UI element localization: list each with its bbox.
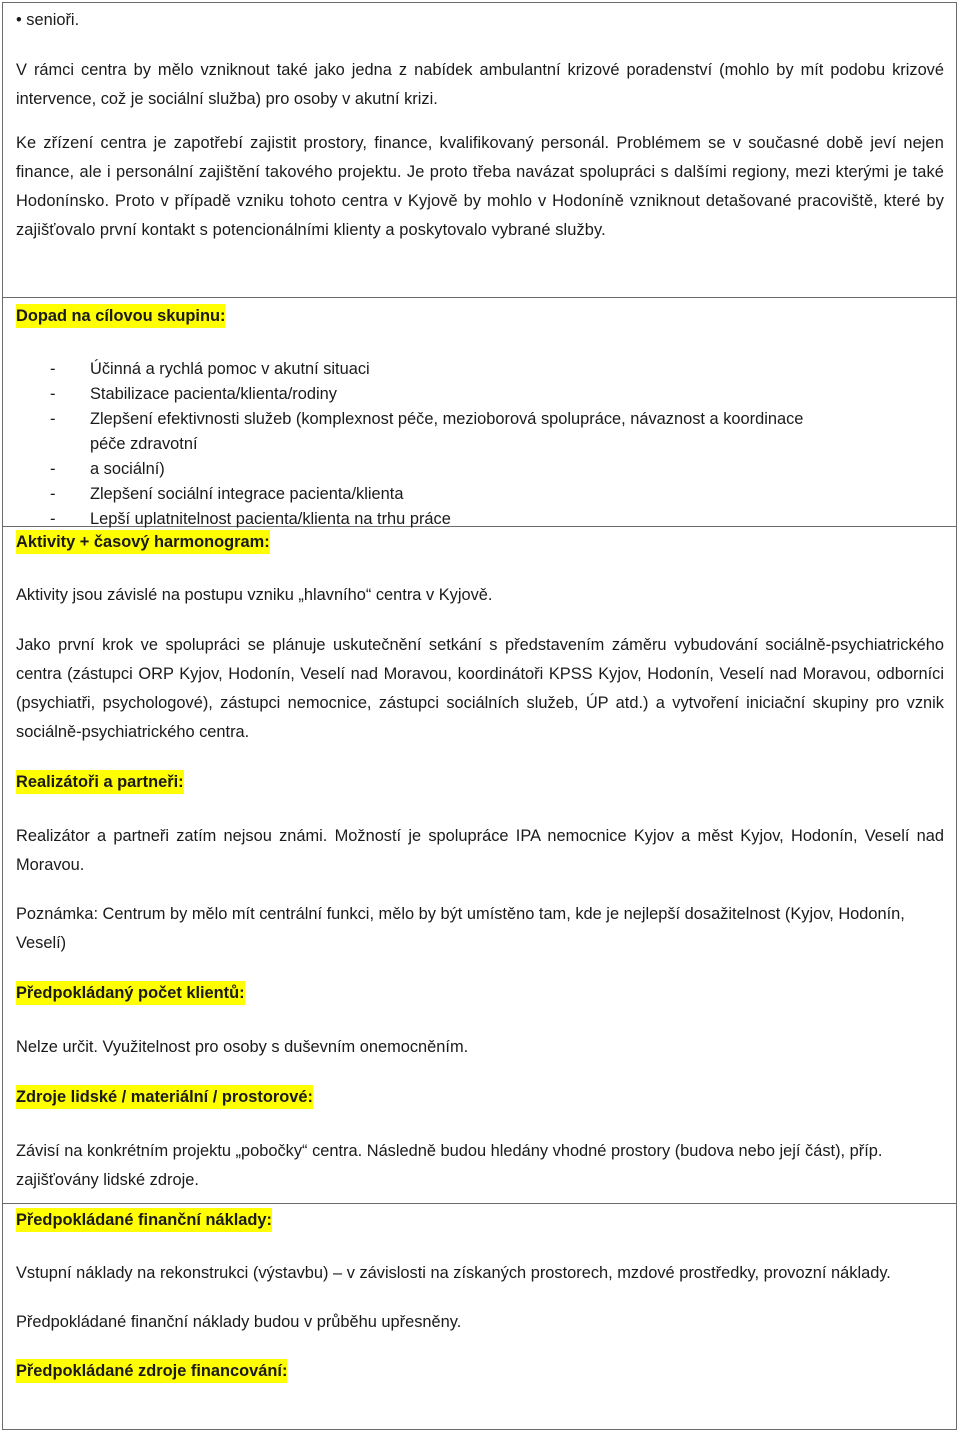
- list-item: [16, 407, 944, 432]
- resources-paragraph-1: Závisí na konkrétním projektu „pobočky“ centra. Následně budou hledány vhodné prostory (budova nebo její část), příp. zajišťovány lidské zdroje.: [16, 1142, 883, 1189]
- partners-heading: Realizátoři a partneři:: [16, 770, 184, 794]
- intro-paragraph-2: Ke zřízení centra je zapotřebí zajistit prostory, finance, kvalifikovaný personál. Problémem se v současné době jeví nejen finance, ale i personální zajištění takového projektu. Je proto třeba navázat spolupráci s dalšími regiony, mezi kterými je také Hodonínsko. Proto v případě vzniku tohoto centra v Kyjově by mohlo v Hodoníně vzniknout detašované pracoviště, které by zajišťovalo první kontakt s potencionálními klienty a poskytovalo vybrané služby.: [16, 134, 944, 239]
- costs-heading: Předpokládané finanční náklady:: [16, 1208, 272, 1232]
- list-item-text: Zlepšení efektivnosti služeb (komplexnost péče, mezioborová spolupráce, návaznost a koordinace: [90, 410, 804, 428]
- activities-paragraph-2: Jako první krok ve spolupráci se plánuje uskutečnění setkání s představením záměru vybudování sociálně-psychiatrického centra (zástupci ORP Kyjov, Hodonín, Veselí nad Moravou, koordinátoři KPSS Kyjov, Hodonín, Veselí nad Moravou, odborníci (psychiatři, psychologové), zástupci nemocnice, zástupci sociálních služeb, ÚP atd.) a vytvoření iniciační skupiny pro vznik sociálně-psychiatrického centra.: [16, 636, 944, 741]
- intro-bullet: • senioři.: [16, 11, 80, 29]
- list-item: [16, 457, 944, 482]
- impact-cell: [2, 298, 957, 527]
- list-dash: -: [50, 360, 56, 378]
- costs-cell: [2, 1204, 957, 1430]
- partners-paragraph-1: Realizátor a partneři zatím nejsou známi. Možností je spolupráce IPA nemocnice Kyjov a měst Kyjov, Hodonín, Veselí nad Moravou.: [16, 827, 944, 874]
- list-item: [16, 357, 944, 382]
- document-page: [2, 2, 957, 1430]
- list-item-text: Účinná a rychlá pomoc v akutní situaci: [90, 360, 370, 378]
- clients-paragraph-1: Nelze určit. Využitelnost pro osoby s duševním onemocněním.: [16, 1038, 469, 1056]
- list-dash: -: [50, 460, 56, 478]
- activities-heading: Aktivity + časový harmonogram:: [16, 530, 270, 554]
- list-dash: -: [50, 510, 56, 528]
- activities-paragraph-1: Aktivity jsou závislé na postupu vzniku „hlavního“ centra v Kyjově.: [16, 586, 493, 604]
- intro-paragraph-1: V rámci centra by mělo vzniknout také jako jedna z nabídek ambulantní krizové poradenství (mohlo by mít podobu krizové intervence, což je sociální služba) pro osoby v akutní krizi.: [16, 61, 944, 108]
- list-item: [16, 482, 944, 507]
- list-item-text: a sociální): [90, 460, 165, 478]
- intro-cell: [2, 2, 957, 298]
- list-item-continuation: péče zdravotní: [90, 435, 198, 453]
- impact-heading: Dopad na cílovou skupinu:: [16, 304, 225, 328]
- costs-paragraph-1: Vstupní náklady na rekonstrukci (výstavbu) – v závislosti na získaných prostorech, mzdové prostředky, provozní náklady.: [16, 1264, 891, 1282]
- list-item-text: Lepší uplatnitelnost pacienta/klienta na trhu práce: [90, 510, 451, 528]
- activities-cell: [2, 527, 957, 1204]
- costs-paragraph-2: Předpokládané finanční náklady budou v průběhu upřesněny.: [16, 1313, 462, 1331]
- list-item-text: Zlepšení sociální integrace pacienta/klienta: [90, 485, 404, 503]
- list-item: [16, 382, 944, 407]
- resources-heading: Zdroje lidské / materiální / prostorové:: [16, 1085, 313, 1109]
- funding-heading: Předpokládané zdroje financování:: [16, 1359, 287, 1383]
- list-dash: -: [50, 485, 56, 503]
- list-item-text: Stabilizace pacienta/klienta/rodiny: [90, 385, 337, 403]
- list-dash: -: [50, 410, 56, 428]
- list-dash: -: [50, 385, 56, 403]
- partners-paragraph-2: Poznámka: Centrum by mělo mít centrální funkci, mělo by být umístěno tam, kde je nejlepší dosažitelnost (Kyjov, Hodonín, Veselí): [16, 905, 905, 952]
- clients-heading: Předpokládaný počet klientů:: [16, 981, 245, 1005]
